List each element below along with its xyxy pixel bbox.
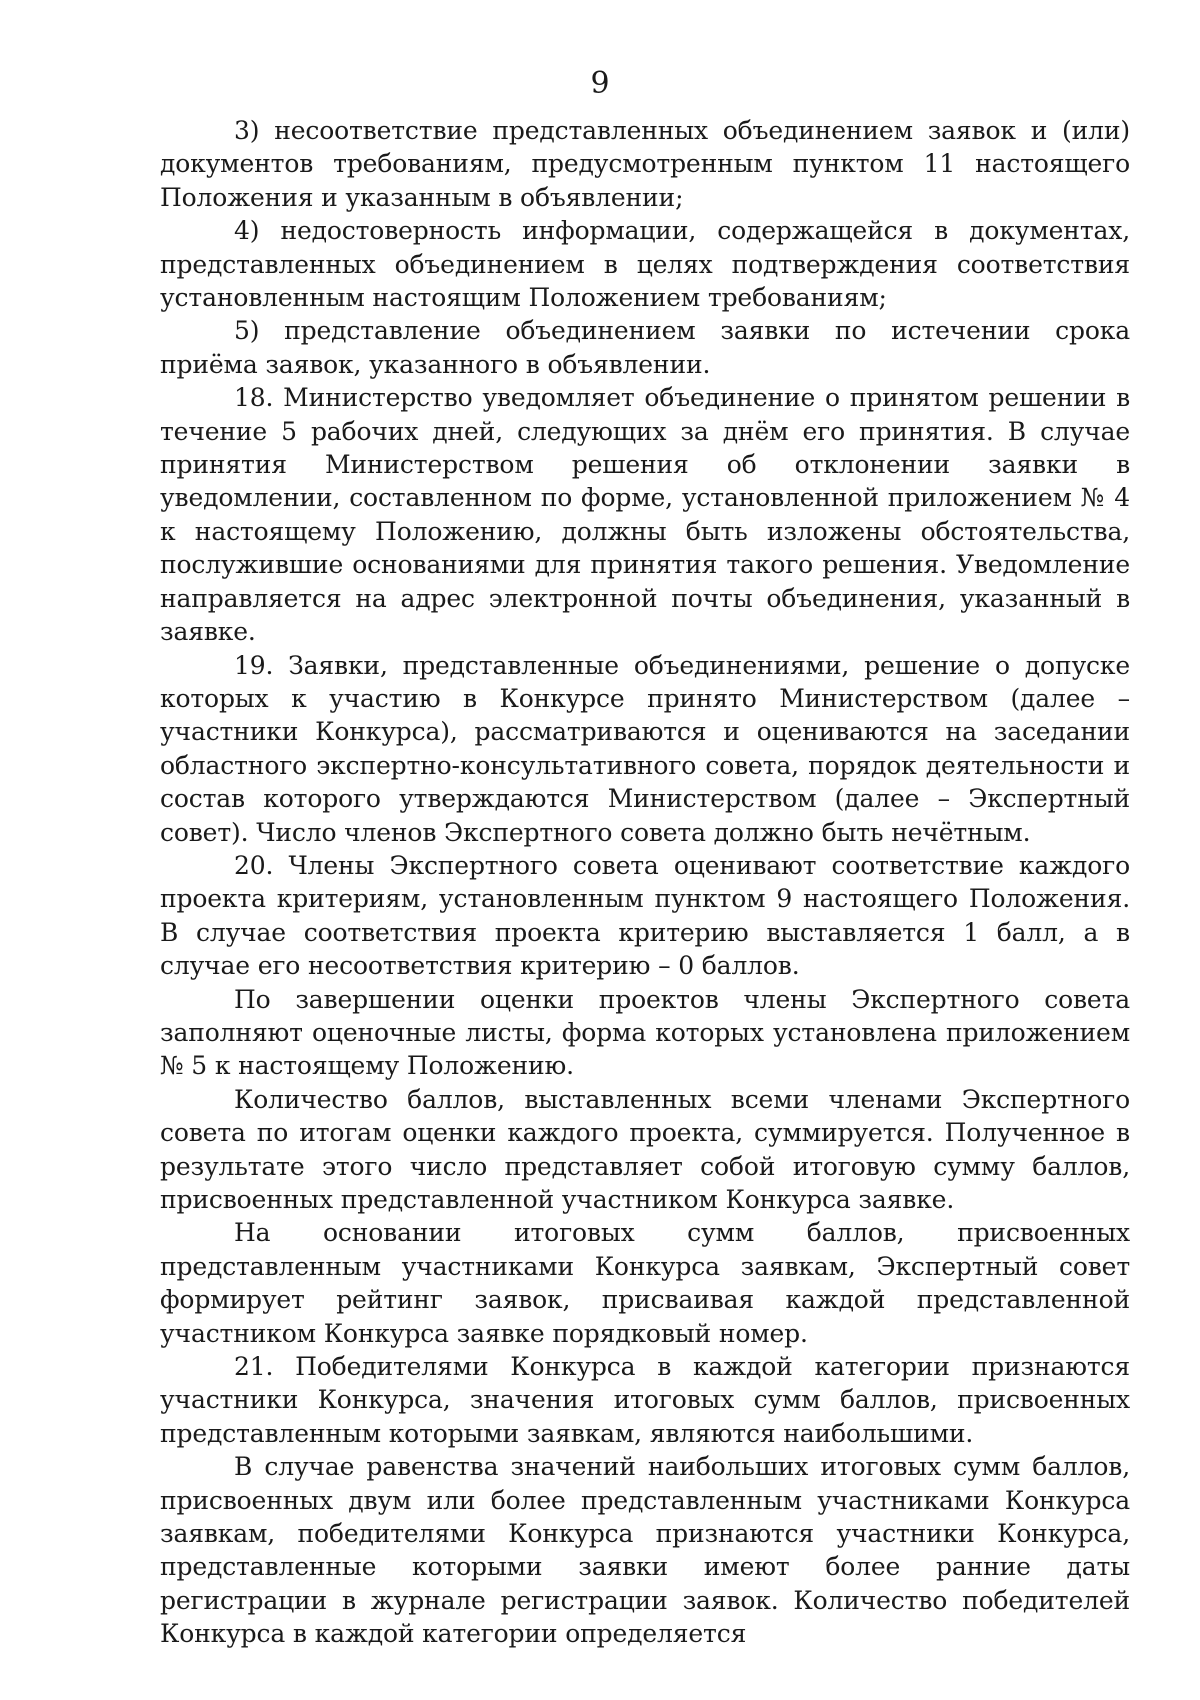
paragraph-rating: На основании итоговых сумм баллов, присвоенных представленным участниками Конкурса заявкам, Экспертный совет формирует рейтинг заявок, присваивая каждой представленной участником Конкурса заявке порядковый номер. <box>160 1218 1130 1348</box>
paragraph-item-4: 4) недостоверность информации, содержащейся в документах, представленных объединением в целях подтверждения соответствия установленным настоящим Положением требованиям; <box>160 216 1130 313</box>
paragraph-clause-20: 20. Члены Экспертного совета оценивают соответствие каждого проекта критериям, установленным пунктом 9 настоящего Положения. В случае соответствия проекта критерию выставляется 1 балл, а в случае его несоответствия критерию – 0 баллов. <box>160 850 1130 981</box>
paragraph-score-summation: Количество баллов, выставленных всеми членами Экспертного совета по итогам оценки каждого проекта, суммируется. Полученное в результате этого число представляет собой итоговую сумму баллов, присвоенных представленной участником Конкурса заявке. <box>160 1084 1130 1214</box>
paragraph-clause-21: 21. Победителями Конкурса в каждой категории признаются участники Конкурса, значения итоговых сумм баллов, присвоенных представленным которыми заявкам, являются наибольшими. <box>160 1352 1130 1448</box>
paragraph-clause-19: 19. Заявки, представленные объединениями, решение о допуске которых к участию в Конкурсе принято Министерством (далее – участники Конкурса), рассматриваются и оцениваются на заседании областного экспертно-консультативного совета, порядок деятельности и состав которого утверждаются Министерством (далее – Экспертный совет). Число членов Экспертного совета должно быть нечётным. <box>160 650 1130 847</box>
paragraph-item-3: 3) несоответствие представленных объединением заявок и (или) документов требованиям, предусмотренным пунктом 11 настоящего Положения и указанным в объявлении; <box>160 116 1130 212</box>
page-number: 9 <box>590 66 610 101</box>
paragraph-evaluation-sheets: По завершении оценки проектов члены Экспертного совета заполняют оценочные листы, форма которых установлена приложением № 5 к настоящему Положению. <box>160 984 1130 1081</box>
paragraph-tie-break: В случае равенства значений наибольших итоговых сумм баллов, присвоенных двум или более представленным участниками Конкурса заявкам, победителями Конкурса признаются участники Конкурса, представленные которыми заявки имеют более ранние даты регистрации в журнале регистрации заявок. Количество победителей Конкурса в каждой категории определяется <box>160 1452 1130 1649</box>
paragraph-clause-18: 18. Министерство уведомляет объединение о принятом решении в течение 5 рабочих дней, следующих за днём его принятия. В случае принятия Министерством решения об отклонении заявки в уведомлении, составленном по форме, установленной приложением № 4 к настоящему Положению, должны быть изложены обстоятельства, послужившие основаниями для принятия такого решения. Уведомление направляется на адрес электронной почты объединения, указанный в заявке. <box>160 383 1130 647</box>
document-body <box>160 114 1130 1651</box>
paragraph-item-5: 5) представление объединением заявки по истечении срока приёма заявок, указанного в объявлении. <box>160 316 1130 379</box>
